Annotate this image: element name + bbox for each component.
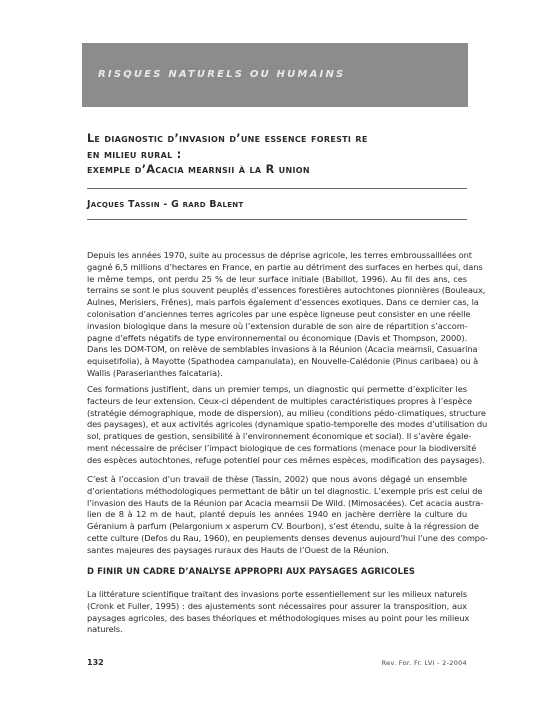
text-line: (Cronk et Fuller, 1995) : des ajustements sont nécessaires pour assurer la transposition, aux [87,600,467,611]
article-authors: Jacques Tassin - G rard Balent [87,199,244,210]
page-number: 132 [87,658,104,667]
text-line: Wallis (Paraserianthes falcataria). [87,367,223,378]
text-line: l’invasion des Hauts de la Réunion par Acacia mearnsii De Wild. (Mimosacées). Cet acacia austra- [87,497,484,508]
paragraph-text [87,250,486,380]
article-title [87,131,467,178]
title-line: exemple d’Acacia mearnsii à la R union [87,163,310,176]
body-paragraph [87,250,486,380]
text-line: (stratégie démographique, mode de dispersion), au milieu (conditions pédo-climatiques, structure [87,407,486,418]
text-line: facteurs de leur extension. Ceux-ci dépendent de multiples caractéristiques propres à l’espèce [87,395,473,406]
text-line: pagne d’effets négatifs de type environnemental ou économique (Davis et Thompson, 2000). [87,332,467,343]
section-banner [82,43,468,107]
text-line: naturels. [87,624,123,635]
title-line: en milieu rural : [87,147,182,161]
text-line: ment nécessaire de préciser l’impact biologique de ces formations (menace pour la biodiversité [87,442,477,453]
body-paragraph [87,384,488,467]
paragraph-text [87,589,470,636]
title-line: Le diagnostic d’invasion d’une essence foresti re [87,132,368,145]
divider [87,188,467,189]
text-line: lien de 8 à 12 m de haut, planté depuis les années 1940 en jachère derrière la culture du [87,509,467,520]
text-line: des paysages), et aux activités agricoles (dynamique spatio-temporelle des modes d’utilisation du [87,419,488,430]
text-line: cette culture (Defos du Rau, 1960), en peuplements denses devenus aujourd’hui l’une des compo- [87,532,488,543]
paragraph-text [87,474,488,557]
text-line: le même temps, ont perdu 25 % de leur surface initiale (Babillot, 1996). Au fil des ans, ces [87,273,467,284]
text-line: La littérature scientifique traitant des invasions porte essentiellement sur les milieux naturels [87,589,468,599]
journal-reference: Rev. For. Fr. LVI - 2-2004 [381,659,467,667]
section-label: RISQUES NATURELS OU HUMAINS [98,69,346,80]
text-line: C’est à l’occasion d’un travail de thèse (Tassin, 2002) que nous avons dégagé un ensemble [87,474,467,484]
text-line: Depuis les années 1970, suite au processus de déprise agricole, les terres embroussaillées ont [87,250,472,260]
divider [87,219,467,220]
body-paragraph [87,474,488,557]
text-line: colonisation d’anciennes terres agricoles par une espèce ligneuse peut consister en une réelle [87,308,471,319]
text-line: equisetifolia), à Mayotte (Spathodea campanulata), en Nouvelle-Calédonie (Pinus caribaea) ou à [87,356,479,367]
section-heading: D FINIR UN CADRE D’ANALYSE APPROPRI AUX PAYSAGES AGRICOLES [87,566,416,576]
text-line: santes majeures des paysages ruraux des Hauts de l’Ouest de la Réunion. [87,544,389,555]
text-line: terrains se sont le plus souvent peuplés d’essences forestières autochtones pionnières (Bouleaux, [87,285,486,296]
text-line: Ces formations justifient, dans un premier temps, un diagnostic qui permette d’expliciter les [87,384,467,394]
text-line: paysages agricoles, des bases théoriques et méthodologiques mises au point pour les milieux [87,612,470,623]
text-line: Dans les DOM-TOM, on relève de semblables invasions à la Réunion (Acacia mearnsii, Casuarina [87,344,478,355]
text-line: sol, pratiques de gestion, sensibilité à l’environnement économique et social). Il s’avère égale- [87,431,472,442]
text-line: invasion biologique dans la mesure où l’extension durable de son aire de répartition s’accom- [87,320,468,331]
text-line: Géranium à parfum (Pelargonium x asperum CV. Bourbon), s’est étendu, suite à la régression de [87,521,479,532]
text-line: Aulnes, Merisiers, Frênes), mais parfois également d’essences exotiques. Dans ce dernier cas, la [87,297,479,308]
paragraph-text [87,384,488,467]
text-line: gagné 6,5 millions d’hectares en France, en partie au détriment des surfaces en herbes qui, dans [87,261,483,272]
text-line: des espèces autochtones, refuge potentiel pour ces mêmes espèces, modification des paysages). [87,454,485,465]
body-paragraph [87,589,470,636]
text-line: d’orientations méthodologiques permettant de bâtir un tel diagnostic. L’exemple pris est celui de [87,485,483,496]
